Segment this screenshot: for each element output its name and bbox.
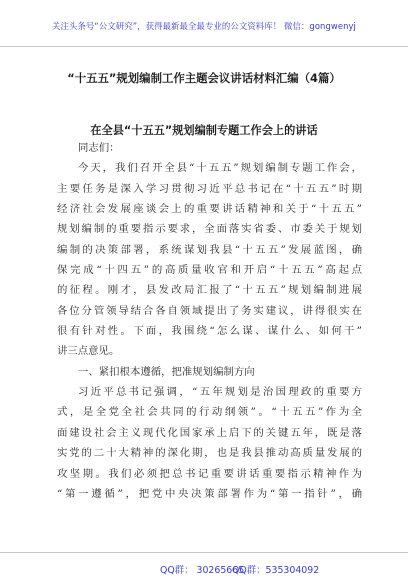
header-promo-text: 关注头条号“公文研究”，获得最新最全最专业的公文资料库！ 微信：gongwenyj <box>52 21 356 31</box>
body-line: 习近平总书记强调，“五年规划是治国理政的重要方 <box>78 386 362 399</box>
body-line: 经济社会发展座谈会上的重要讲话精神和关于“十五五” <box>57 203 362 216</box>
body-line: 的征程。刚才，县发改局汇报了“十五五”规划编制进展 <box>57 284 362 297</box>
page-header <box>0 0 408 47</box>
body-line: 攻坚期。我们必须把总书记重要讲话重要指示精神作为 <box>57 467 362 480</box>
subsection-heading: 一、紧扣根本遵循，把准规划编制方向 <box>78 365 255 378</box>
body-line: 式，是全党全社会共同的行动纲领”。“十五五”作为全 <box>57 406 362 419</box>
body-line: 面建设社会主义现代化国家承上启下的关键五年，既是落 <box>57 426 362 439</box>
document-title: “十五五”规划编制工作主题会议讲话材料汇编（4篇） <box>67 71 341 85</box>
salutation-line: 同志们： <box>78 142 120 154</box>
page-footer <box>0 552 408 580</box>
body-line: 实党的二十大精神的深化期，也是我县推动高质量发展的 <box>57 447 362 460</box>
body-line: 规划编制的重要指示要求，全面落实省委、市委关于规划 <box>57 223 362 236</box>
body-line: “第一遵循”，把党中央决策部署作为“第一指针”，确 <box>57 487 362 500</box>
body-line: 主要任务是深入学习贯彻习近平总书记在“十五五”时期 <box>57 182 362 195</box>
section-title: 在全县“十五五”规划编制专题工作会上的讲话 <box>90 124 318 137</box>
body-line: 今天，我们召开全县“十五五”规划编制专题工作会， <box>78 162 362 175</box>
footer-qq-group-2: QQ群：535304092 <box>232 565 320 576</box>
body-line: 各位分管领导结合各自领域提出了务实建议，讲得很实在 <box>57 304 362 317</box>
body-line: 很有针对性。下面，我围绕“怎么谋、谋什么、如何干” <box>57 325 362 338</box>
footer-qq-group-1: QQ群： 30265665 <box>160 565 245 576</box>
body-line: 保完成“十四五”的高质量收官和开启“十五五”高起点 <box>57 264 362 277</box>
speech-body <box>57 138 362 504</box>
body-line: 编制的决策部署，系统谋划我县“十五五”发展蓝图，确 <box>57 243 362 256</box>
body-line: 讲三点意见。 <box>57 345 120 358</box>
